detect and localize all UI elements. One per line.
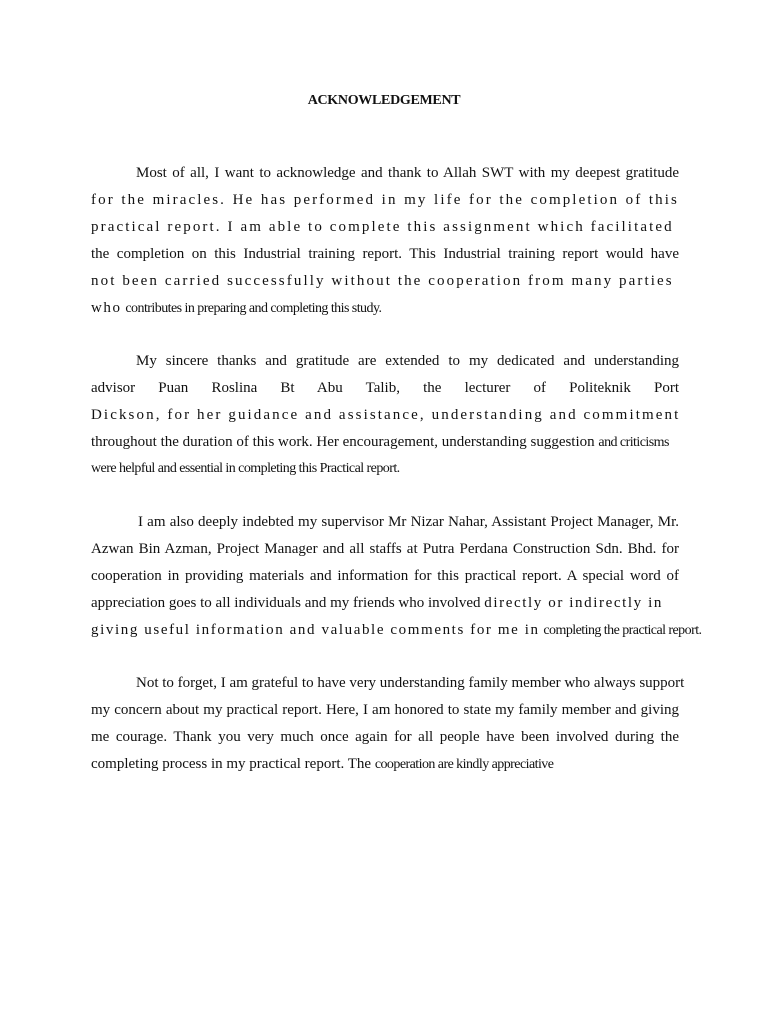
paragraph-1-line-6-part-2: contributes in preparing and completing this study. bbox=[125, 301, 382, 316]
paragraph-2-line-4-part-1: throughout the duration of this work. Her encouragement, understanding suggestion bbox=[91, 434, 595, 450]
paragraph-4-line-4-part-1: completing process in my practical report. The bbox=[91, 756, 372, 772]
paragraph-1-line-5: not been carried successfully without the cooperation from many parties bbox=[91, 273, 674, 289]
paragraph-4-line-2: my concern about my practical report. Here, I am honored to state my family member and giving bbox=[91, 702, 679, 718]
paragraph-2-line-1: My sincere thanks and gratitude are extended to my dedicated and understanding bbox=[136, 353, 679, 369]
paragraph-2-line-4 bbox=[91, 433, 679, 452]
paragraph-3-line-4-part-1: appreciation goes to all individuals and my friends who involved bbox=[91, 595, 481, 611]
paragraph-3-line-5-part-2: completing the practical report. bbox=[543, 623, 702, 638]
paragraph-3-line-5-part-1: giving useful information and valuable comments for me in bbox=[91, 622, 540, 638]
paragraph-1-line-4: the completion on this Industrial training report. This Industrial training report would have bbox=[91, 246, 679, 262]
document-title: ACKNOWLEDGEMENT bbox=[307, 93, 461, 108]
paragraph-4-line-3: me courage. Thank you very much once again for all people have been involved during the bbox=[91, 729, 679, 745]
paragraph-2-line-3: Dickson, for her guidance and assistance, understanding and commitment bbox=[91, 407, 681, 423]
paragraph-3-line-1: I am also deeply indebted my supervisor Mr Nizar Nahar, Assistant Project Manager, Mr. bbox=[138, 514, 679, 530]
paragraph-1-line-2: for the miracles. He has performed in my life for the completion of this bbox=[91, 192, 679, 208]
paragraph-4-line-4-part-2: cooperation are kindly appreciative bbox=[374, 757, 554, 772]
paragraph-2-line-2: advisor Puan Roslina Bt Abu Talib, the lecturer of Politeknik Port bbox=[91, 380, 679, 396]
paragraph-2-line-4-part-2: and criticisms bbox=[598, 435, 669, 450]
paragraph-3-line-3: cooperation in providing materials and information for this practical report. A special word of bbox=[91, 568, 679, 584]
paragraph-1-line-6 bbox=[91, 299, 679, 318]
paragraph-3-line-5 bbox=[91, 621, 702, 640]
paragraph-1-line-6-part-1: who bbox=[91, 300, 122, 316]
paragraph-1-line-1: Most of all, I want to acknowledge and thank to Allah SWT with my deepest gratitude bbox=[136, 165, 679, 181]
paragraph-4-line-1: Not to forget, I am grateful to have very understanding family member who always support bbox=[136, 675, 685, 691]
paragraph-2-line-5: were helpful and essential in completing this Practical report. bbox=[91, 461, 400, 476]
paragraph-3-line-4 bbox=[91, 594, 679, 612]
paragraph-1-line-3: practical report. I am able to complete this assignment which facilitated bbox=[91, 219, 674, 235]
paragraph-4-line-4 bbox=[91, 755, 679, 774]
paragraph-3-line-2: Azwan Bin Azman, Project Manager and all staffs at Putra Perdana Construction Sdn. Bhd. for bbox=[91, 541, 679, 557]
paragraph-3-line-4-part-2: directly or indirectly in bbox=[484, 595, 663, 611]
